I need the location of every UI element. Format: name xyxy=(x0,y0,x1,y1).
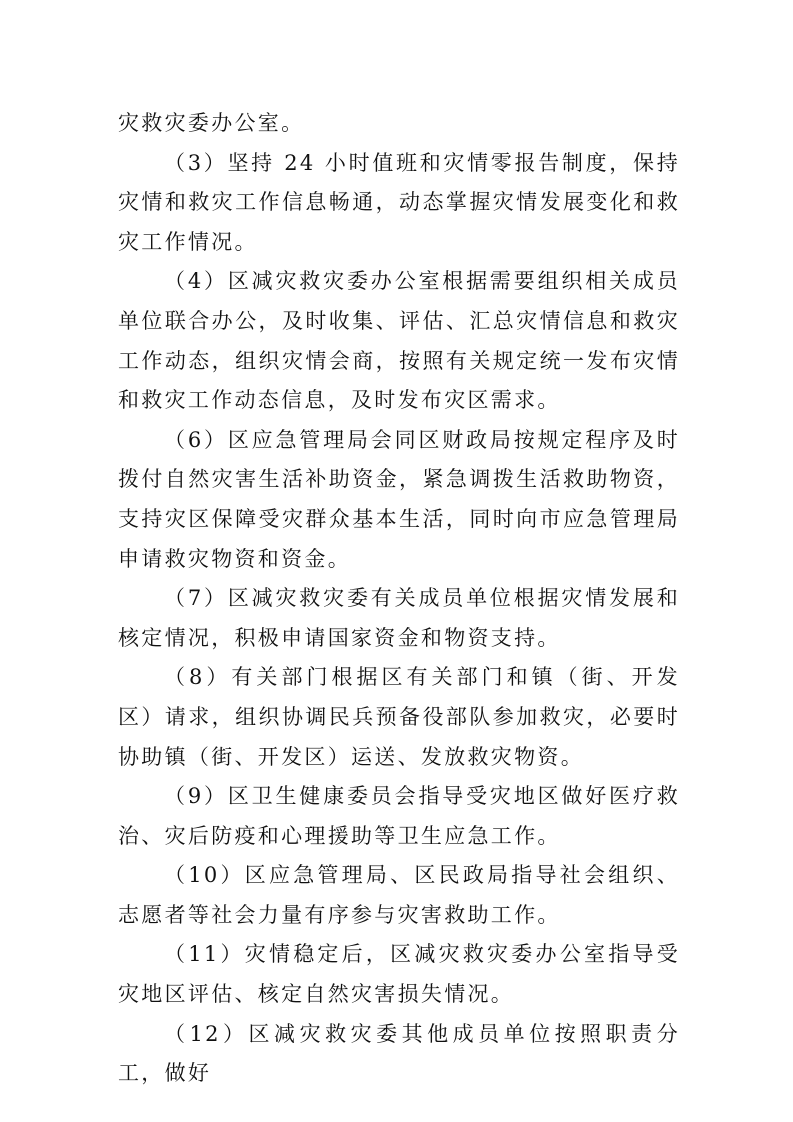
paragraph-item-10: （10）区应急管理局、区民政局指导社会组织、志愿者等社会力量有序参与灾害救助工作。 xyxy=(118,863,680,927)
paragraph-item-3: （3）坚持 24 小时值班和灾情零报告制度，保持灾情和救灾工作信息畅通，动态掌握灾情发展变化和救灾工作情况。 xyxy=(118,150,680,254)
paragraph-item-9: （9）区卫生健康委员会指导受灾地区做好医疗救治、灾后防疫和心理援助等卫生应急工作。 xyxy=(118,784,680,848)
paragraph-item-6: （6）区应急管理局会同区财政局按规定程序及时拨付自然灾害生活补助资金，紧急调拨生活救助物资，支持灾区保障受灾群众基本生活，同时向市应急管理局申请救灾物资和资金。 xyxy=(118,427,680,571)
paragraph-item-8: （8）有关部门根据区有关部门和镇（街、开发区）请求，组织协调民兵预备役部队参加救灾，必要时协助镇（街、开发区）运送、发放救灾物资。 xyxy=(118,665,680,769)
paragraph-item-11: （11）灾情稳定后，区减灾救灾委办公室指导受灾地区评估、核定自然灾害损失情况。 xyxy=(118,942,680,1007)
paragraph-continuation: 灾救灾委办公室。 xyxy=(118,111,305,135)
document-body xyxy=(118,104,680,1094)
paragraph-item-7: （7）区减灾救灾委有关成员单位根据灾情发展和核定情况，积极申请国家资金和物资支持。 xyxy=(118,586,680,650)
paragraph-item-4: （4）区减灾救灾委办公室根据需要组织相关成员单位联合办公，及时收集、评估、汇总灾情信息和救灾工作动态，组织灾情会商，按照有关规定统一发布灾情和救灾工作动态信息，及时发布灾区需求。 xyxy=(118,269,680,413)
paragraph-item-12: （12）区减灾救灾委其他成员单位按照职责分工，做好 xyxy=(118,1021,680,1086)
